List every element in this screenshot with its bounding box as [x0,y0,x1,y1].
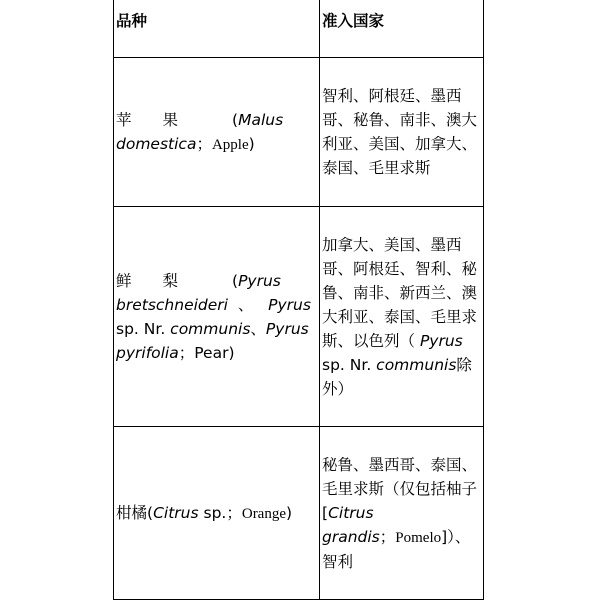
pear-sep-2: 、 [250,319,266,338]
import-access-table [113,0,484,600]
pear-open-paren: ( [232,271,239,290]
pear-latin-3a: Pyrus [265,319,309,338]
header-countries-text: 准入国家 [322,12,385,30]
pear-exclusion-latin-a: Pyrus [419,331,463,350]
pear-latin-1b: bretschneideri [116,295,228,314]
cell-countries-apple: 智利、阿根廷、墨西 哥、秘鲁、南非、澳大 利亚、美国、加拿大、 泰国、毛里求斯 [320,58,484,207]
orange-countries-sep: ； [379,527,396,546]
table-row-orange [114,427,484,600]
pear-latin-1a: Pyrus [238,271,281,290]
apple-name-cn: 苹 果 [116,110,179,129]
pear-latin-3b: pyrifolia [116,343,179,362]
header-variety [114,0,320,58]
cell-variety-apple [114,58,320,207]
pear-exclusion-latin-b: sp. Nr. [322,355,377,374]
apple-close-paren: ) [248,134,255,153]
orange-close-paren: ) [286,503,293,522]
pear-name-cn: 鲜 梨 [116,271,179,290]
apple-sep: ； [196,134,212,153]
pear-exclusion-latin-c: communis [376,355,457,374]
orange-name-cn: 柑橘 [116,503,148,522]
orange-sep: ； [226,503,242,522]
apple-latin-name-2: domestica [116,134,197,153]
pear-latin-2c: communis [170,319,251,338]
apple-name-en: Apple [211,136,249,153]
cell-countries-orange: 秘鲁、墨西哥、泰国、 毛里求斯（仅包括柚子 [Citrus grandis；Pomelo]）、 智利 [320,427,484,600]
cell-variety-pear [114,207,320,427]
table-row-apple [114,58,484,207]
pear-name-en: Pear [194,343,229,362]
orange-countries-en: Pomelo [395,529,442,546]
header-countries [320,0,484,58]
cell-countries-pear: 加拿大、美国、墨西 哥、阿根廷、智利、秘 鲁、南非、新西兰、澳 大利亚、泰国、毛里求 斯、以色列（ Pyrus sp. Nr. communis除 外） [320,207,484,427]
orange-sp: sp. [198,503,227,522]
orange-name-en: Orange [241,505,287,522]
pear-sep-3: ； [178,343,195,362]
table-header-row [114,0,484,58]
pear-latin-2a: Pyrus [268,295,311,314]
table-row-pear [114,207,484,427]
pear-close-paren: ) [228,343,235,362]
pear-latin-2b: sp. Nr. [116,319,171,338]
apple-open-paren: ( [232,110,239,129]
orange-latin-name: Citrus [153,503,199,522]
header-variety-text: 品种 [116,12,148,30]
cell-variety-orange [114,427,320,600]
pear-sep-1: 、 [237,295,254,314]
orange-open-paren: ( [147,503,154,522]
apple-latin-name: Malus [238,110,284,129]
